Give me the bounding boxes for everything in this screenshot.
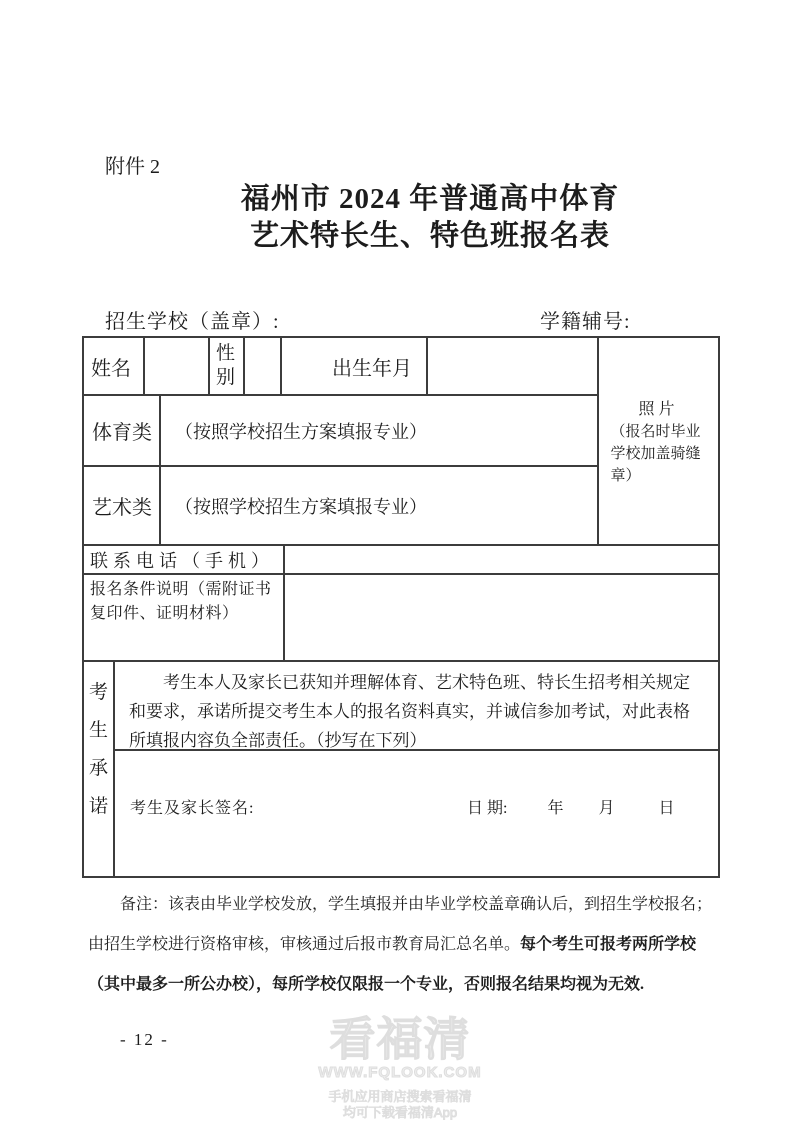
gender-label-cell: 性别 <box>208 336 245 396</box>
phone-label-cell: 联系电话（手机） <box>82 544 285 575</box>
table-header-row <box>0 305 800 333</box>
date-year-label: 年 <box>547 800 564 817</box>
condition-label-cell: 报名条件说明（需附证书复印件、证明材料） <box>82 573 285 662</box>
page-number: - 12 - <box>120 1030 169 1049</box>
pledge-vertical-label: 考生承诺 <box>88 682 108 817</box>
arts-category-label-cell: 艺术类 <box>82 465 161 546</box>
date-label: 日 期: <box>467 800 508 817</box>
date-month-label: 月 <box>598 800 615 817</box>
watermark-brand: 看福清 <box>329 1013 471 1065</box>
note-line-3: （其中最多一所公办校），每所学校仅限报一个专业，否则报名结果均视为无效. <box>88 976 645 993</box>
sports-category-value-cell: （按照学校招生方案填报专业） <box>159 394 599 467</box>
pledge-paragraph: 考生本人及家长已获知并理解体育、艺术特色班、特长生招考相关规定和要求，承诺所提交考生本人的报名资料真实，并诚信参加考试，对此表格所填报内容负全部责任。（抄写在下列） <box>129 673 690 750</box>
birthdate-value-cell <box>426 336 599 396</box>
photo-title: 照片 <box>638 400 679 418</box>
student-id-label: 学籍辅号: <box>540 311 631 333</box>
date-group <box>467 795 675 818</box>
birthdate-label-cell: 出生年月 <box>280 336 428 396</box>
title-line-1: 福州市 2024 年普通高中体育 <box>240 183 620 215</box>
condition-value-cell <box>283 573 720 662</box>
note-line-2-bold: 每个考生可报考两所学校 <box>520 936 697 953</box>
pledge-label-cell <box>82 660 115 878</box>
remark-note <box>88 885 720 1005</box>
note-line-2-normal: 由招生学校进行资格审核，审核通过后报市教育局汇总名单。 <box>88 936 521 953</box>
name-label-cell: 姓名 <box>82 336 145 396</box>
name-value-cell <box>143 336 210 396</box>
attachment-label: 附件 2 <box>105 156 160 178</box>
admission-school-label: 招生学校（盖章）: <box>105 311 280 333</box>
photo-note: （报名时毕业学校加盖骑缝章） <box>610 423 701 484</box>
watermark-url: WWW.FQLOOK.COM <box>318 1064 482 1081</box>
watermark <box>250 1014 550 1120</box>
gender-value-cell <box>243 336 282 396</box>
sports-category-label-cell: 体育类 <box>82 394 161 467</box>
signature-cell <box>113 749 720 878</box>
signature-label: 考生及家长签名: <box>130 800 255 817</box>
note-line-1: 备注：该表由毕业学校发放，学生填报并由毕业学校盖章确认后，到招生学校报名； <box>120 896 713 913</box>
pledge-text-cell <box>113 660 720 751</box>
photo-cell <box>597 336 720 546</box>
arts-category-value-cell: （按照学校招生方案填报专业） <box>159 465 599 546</box>
watermark-tagline-1: 手机应用商店搜索看福清 <box>328 1089 472 1104</box>
phone-value-cell <box>283 544 720 575</box>
document-title <box>60 181 800 255</box>
note-line-2 <box>88 925 720 965</box>
title-line-2: 艺术特长生、特色班报名表 <box>249 220 610 252</box>
watermark-tagline-2: 均可下载看福清App <box>342 1105 458 1120</box>
date-day-label: 日 <box>658 800 675 817</box>
